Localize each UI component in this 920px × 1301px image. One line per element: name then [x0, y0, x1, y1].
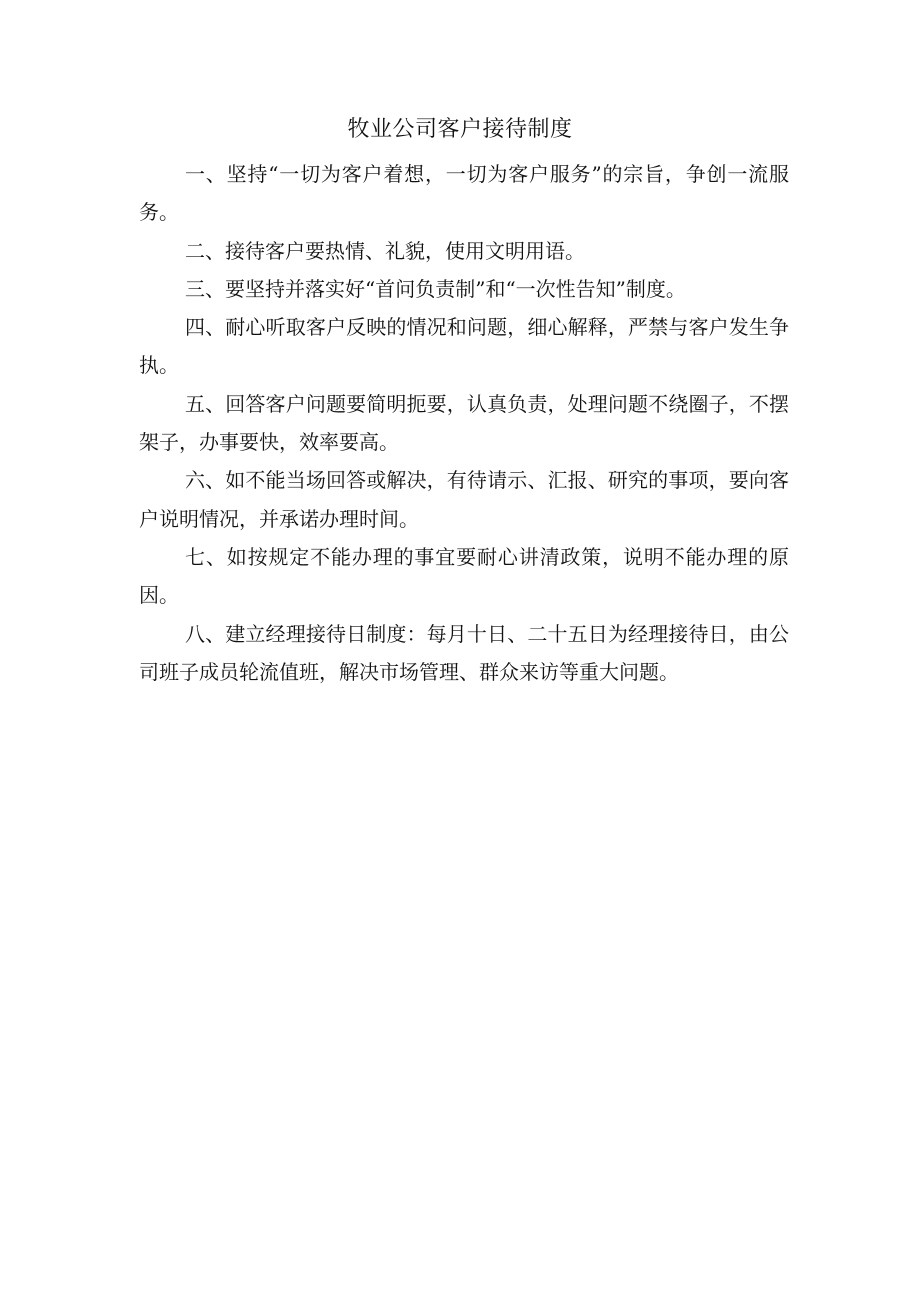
document-body [139, 155, 789, 691]
paragraph-3: 三、要坚持并落实好“首问负责制”和“一次性告知”制度。 [185, 276, 686, 301]
paragraph-7: 七、如按规定不能办理的事宜要耐心讲清政策，说明不能办理的原因。 [139, 544, 789, 608]
paragraph-2: 二、接待客户要热情、礼貌，使用文明用语。 [185, 238, 585, 263]
paragraph-4: 四、耐心听取客户反映的情况和问题，细心解释，严禁与客户发生争执。 [139, 315, 789, 378]
paragraph-8: 八、建立经理接待日制度：每月十日、二十五日为经理接待日，由公司班子成员轮流值班，解决市场管理、群众来访等重大问题。 [139, 621, 789, 684]
paragraph-1: 一、坚持“一切为客户着想，一切为客户服务”的宗旨，争创一流服务。 [139, 162, 789, 225]
paragraph-5: 五、回答客户问题要简明扼要，认真负责，处理问题不绕圈子，不摆架子，办事要快，效率要高。 [139, 391, 789, 455]
paragraph-6: 六、如不能当场回答或解决，有待请示、汇报、研究的事项，要向客户说明情况，并承诺办理时间。 [139, 468, 789, 531]
document-title: 牧业公司客户接待制度 [347, 117, 573, 142]
